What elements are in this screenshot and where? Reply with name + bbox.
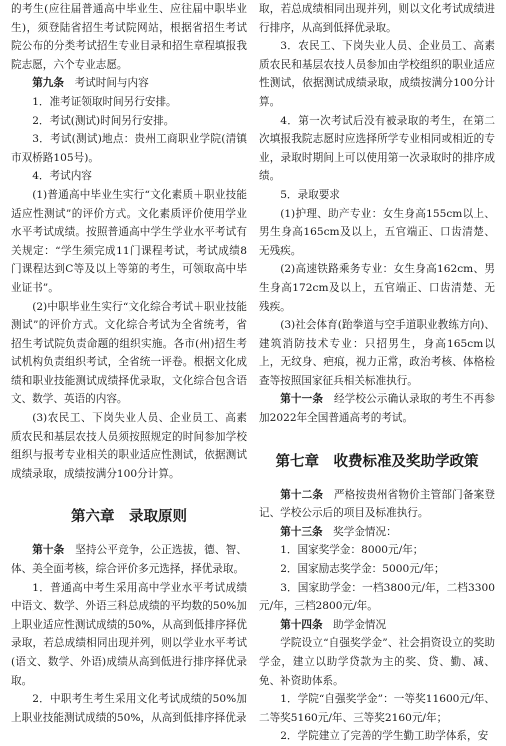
article-14 — [259, 616, 495, 635]
paragraph-self-improvement-scholarship: 1．学院“自强奖学金”：一等奖11600元/年、二等奖5160元/年、三等奖2160元/年； — [259, 693, 495, 724]
paragraph-ticket-time: 1．准考证领取时间另行安排。 — [32, 95, 177, 108]
chapter-7-heading: 第七章 收费标准及奖助学政策 — [275, 453, 479, 470]
article-number: 第十一条 — [280, 393, 324, 406]
paragraph-highschool-admission: 1．普通高中考生采用高中学业水平考试成绩中语文、数学、外语三科总成绩的平均数的50%加上职业适应性测试成绩的50%，从高到低排序择优录取，若总成绩相同出现并列，则以学业水平考试(语文、数学、外语)成绩从高到低进行排序择优录取。 — [11, 581, 247, 687]
paragraph-admission-requirements: 5．录取要求 — [280, 188, 340, 201]
paragraph-nursing-req: (1)护理、助产专业：女生身高155cm以上、男生身高165cm及以上，五官端正、口齿清楚、无残疾。 — [259, 207, 495, 257]
paragraph-second-application: 4．第一次考试后没有被录取的考生，在第二次填报我院志愿时应选择所学专业相同或相近的专业，录取时期间上可以使用第一次录取时的排序成绩。 — [259, 114, 495, 183]
left-column — [11, 0, 247, 727]
article-body: 助学金情况 — [333, 618, 387, 631]
article-10 — [11, 541, 247, 578]
article-9-heading — [11, 74, 247, 93]
paragraph-aid-system: 学院设立“自强奖学金”、社会捐资设立的奖助学金，建立以助学贷款为主的奖、贷、勤、减、免、补资助体系。 — [259, 637, 495, 687]
paragraph-encouragement-scholarship: 2．国家励志奖学金：5000元/年； — [280, 563, 445, 576]
article-body: 严格按贵州省物价主管部门备案登记、学校公示后的项目及标准执行。 — [259, 488, 496, 520]
article-body: 坚持公平竞争，公正选拔，德、智、体、美全面考核，综合评价多元选择，择优录取。 — [11, 544, 248, 576]
paragraph-work-study: 2．学院建立了完善的学生勤工助学体系，安 — [280, 730, 489, 743]
article-12 — [259, 486, 495, 523]
chapter-6-heading: 第六章 录取原则 — [71, 509, 187, 526]
article-number: 第十条 — [32, 544, 65, 557]
right-column — [259, 0, 495, 746]
article-number: 第十二条 — [280, 488, 324, 501]
paragraph-tie-rule: 取，若总成绩相同出现并列，则以文化考试成绩进行排序，从高到低择优录取。 — [259, 3, 495, 34]
paragraph-exam-location: 3．考试(测试)地点：贵州工商职业学院(清镇市双桥路105号)。 — [11, 133, 247, 164]
article-body: 奖学金情况： — [333, 525, 397, 538]
paragraph-application-info: 的考生(应往届普通高中毕业生、应往届中职毕业生)，须登陆省招生考试院网站，根据省招生考试院公布的分类考试招生专业目录和招生章程填报我院志愿，六个专业志愿。 — [11, 3, 247, 71]
article-body: 经学校公示确认录取的考生不再参加2022年全国普通高考的考试。 — [259, 393, 496, 425]
paragraph-national-scholarship: 1．国家奖学金：8000元/年； — [280, 544, 424, 557]
article-number: 第十三条 — [280, 525, 323, 538]
paragraph-exam-time: 2．考试(测试)时间另行安排。 — [32, 114, 175, 127]
paragraph-railway-req: (2)高速铁路乘务专业：女生身高162cm、男生身高172cm及以上，五官端正、口齿清楚、无残疾。 — [259, 263, 495, 313]
article-number: 第九条 — [32, 77, 64, 90]
article-11 — [259, 390, 495, 427]
paragraph-vocational-eval: (2)中职毕业生实行“文化综合考试＋职业技能测试”的评价方式。文化综合考试为全省统考，省招生考试院负责命题的组织实施。各市(州)招生考试机构负责组织考试，全省统一评卷。根据文化成绩和职业技能测试成绩择优录取，文化综合包含语文、数学、英语的内容。 — [11, 300, 247, 406]
article-13 — [259, 523, 495, 542]
paragraph-national-grant: 3．国家助学金：一档3800元/年，二档3300元/年，三档2800元/年。 — [259, 581, 495, 613]
paragraph-worker-admission: 3．农民工、下岗失业人员、企业员工、高素质农民和基层农技人员参加由学校组织的职业适应性测试，依据测试成绩录取，成绩按满分100分计算。 — [259, 40, 495, 108]
paragraph-sports-fire-req: (3)社会体育(跆拳道与空手道职业教练方向)、建筑消防技术专业：只招男生，身高165cm以上，无纹身、疤痕，视力正常，政治考核、体格检查等按照国家征兵相关标准执行。 — [259, 319, 495, 387]
article-number: 第十四条 — [280, 618, 323, 631]
article-title: 考试时间与内容 — [74, 77, 149, 90]
paragraph-exam-content: 4．考试内容 — [32, 170, 92, 183]
paragraph-highschool-eval: (1)普通高中毕业生实行“文化素质＋职业技能适应性测试”的评价方式。文化素质评价使用学业水平考试成绩。按照普通高中学生学业水平考试有关规定：“学生须完成11门课程考试，考试成绩8门课程达到C等及以上等第的考生，可领取高中毕业证书”。 — [11, 188, 247, 294]
paragraph-vocational-admission: 2．中职考生考生采用文化考试成绩的50%加上职业技能测试成绩的50%，从高到低排序择优录 — [11, 693, 247, 724]
paragraph-worker-eval: (3)农民工、下岗失业人员、企业员工、高素质农民和基层农技人员须按照规定的时间参加学校组织与报考专业相关的职业适应性测试，依据测试成绩录取，成绩按满分100分计算。 — [11, 412, 247, 480]
